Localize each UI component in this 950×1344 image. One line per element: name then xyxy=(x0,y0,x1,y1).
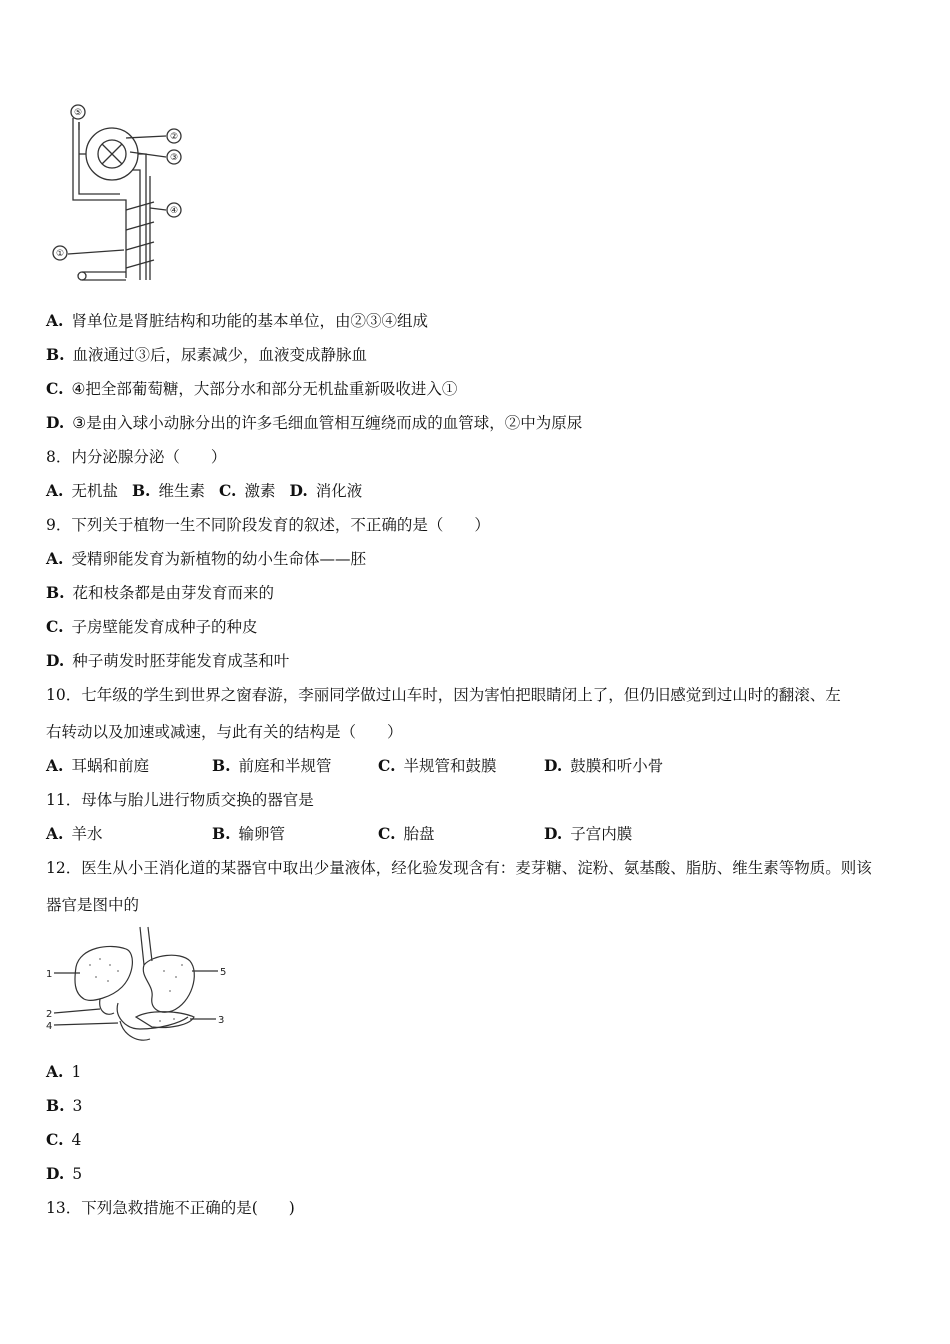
kidney-label-2: ② xyxy=(169,132,179,142)
option-label: D. xyxy=(46,651,65,670)
option-label: B. xyxy=(131,481,151,500)
option-label: D. xyxy=(544,756,563,775)
q10-stem-line-1: 10．七年级的学生到世界之窗春游，李丽同学做过山车时，因为害怕把眼睛闭上了，但仍旧感觉到过山时的翻滚、左 xyxy=(46,686,841,704)
option-text: 羊水 xyxy=(71,825,103,843)
q8-options xyxy=(46,481,376,501)
digest-label-2: 2 xyxy=(46,1009,53,1020)
q12-option-c xyxy=(46,1130,81,1150)
q10-option-d xyxy=(544,756,710,776)
kidney-label-1: ① xyxy=(55,249,65,259)
option-label: D. xyxy=(289,481,308,500)
q11-options xyxy=(46,824,710,844)
option-text: 种子萌发时胚芽能发育成茎和叶 xyxy=(72,652,290,670)
option-text: 消化液 xyxy=(315,482,363,500)
option-text: 无机盐 xyxy=(71,482,118,500)
option-label: B. xyxy=(212,756,231,775)
q12-option-d xyxy=(46,1164,82,1184)
q12-option-a xyxy=(46,1062,81,1082)
option-label: A. xyxy=(46,756,64,775)
option-label: A. xyxy=(46,549,64,568)
q11-option-c xyxy=(378,824,544,844)
option-text: 输卵管 xyxy=(238,825,286,843)
q12-stem-line-1: 12．医生从小王消化道的某器官中取出少量液体，经化验发现含有：麦芽糖、淀粉、氨基酸、脂肪、维生素等物质。则该 xyxy=(46,859,872,877)
kidney-label-3: ③ xyxy=(169,153,179,163)
q9-option-a xyxy=(46,549,366,569)
q10-stem-line-2: 右转动以及加速或减速，与此有关的结构是（ ） xyxy=(46,723,403,741)
option-label: C. xyxy=(46,1130,64,1149)
q8-option-d xyxy=(289,481,362,501)
kidney-label-4: ④ xyxy=(169,206,179,216)
q9-option-c xyxy=(46,617,257,637)
option-text: 胎盘 xyxy=(403,825,435,843)
q7-option-d xyxy=(46,413,582,433)
option-text: 花和枝条都是由芽发育而来的 xyxy=(72,584,275,602)
option-label: C. xyxy=(378,824,396,843)
option-text: 肾单位是肾脏结构和功能的基本单位，由②③④组成 xyxy=(71,312,428,330)
q9-option-b xyxy=(46,583,274,603)
q8-stem: 8．内分泌腺分泌（ ） xyxy=(46,448,227,466)
option-text: 子房壁能发育成种子的种皮 xyxy=(71,618,258,636)
q8-option-c xyxy=(219,481,275,501)
q12-option-b xyxy=(46,1096,82,1116)
option-text: 半规管和鼓膜 xyxy=(403,757,497,775)
digestive-system-diagram xyxy=(40,925,230,1050)
q10-option-b xyxy=(212,756,378,776)
option-label: D. xyxy=(46,1164,65,1183)
option-label: A. xyxy=(46,311,64,330)
q11-option-b xyxy=(212,824,378,844)
option-text: 3 xyxy=(72,1097,83,1115)
q11-stem: 11．母体与胎儿进行物质交换的器官是 xyxy=(46,791,314,809)
option-label: B. xyxy=(46,345,65,364)
q11-option-d xyxy=(544,824,710,844)
nephron-diagram xyxy=(46,100,206,290)
option-text: 血液通过③后，尿素减少，血液变成静脉血 xyxy=(72,346,368,364)
q10-options xyxy=(46,756,710,776)
option-label: D. xyxy=(544,824,563,843)
option-text: ③是由入球小动脉分出的许多毛细血管相互缠绕而成的血管球，②中为原尿 xyxy=(72,414,583,432)
option-label: A. xyxy=(46,824,64,843)
q7-option-a xyxy=(46,311,428,331)
option-label: B. xyxy=(46,583,65,602)
option-text: 前庭和半规管 xyxy=(238,757,332,775)
option-text: 1 xyxy=(71,1063,82,1081)
q7-option-b xyxy=(46,345,367,365)
kidney-label-5: ⑤ xyxy=(73,108,83,118)
option-label: C. xyxy=(218,481,237,500)
digest-label-4: 4 xyxy=(46,1021,53,1032)
option-label: A. xyxy=(46,481,64,500)
option-text: 子宫内膜 xyxy=(570,825,633,843)
option-label: D. xyxy=(46,413,65,432)
option-text: 受精卵能发育为新植物的幼小生命体——胚 xyxy=(71,550,366,568)
q8-option-a xyxy=(46,481,118,501)
digest-label-1: 1 xyxy=(46,969,53,980)
option-text: 鼓膜和听小骨 xyxy=(570,757,664,775)
q13-stem: 13．下列急救措施不正确的是( ) xyxy=(46,1199,295,1217)
digest-label-3: 3 xyxy=(218,1015,225,1026)
q11-option-a xyxy=(46,824,212,844)
digest-label-5: 5 xyxy=(220,967,227,978)
q7-option-c xyxy=(46,379,457,399)
option-text: 5 xyxy=(72,1165,83,1183)
q10-option-c xyxy=(378,756,544,776)
option-text: 维生素 xyxy=(158,482,205,500)
option-text: 耳蜗和前庭 xyxy=(71,757,149,775)
option-label: C. xyxy=(378,756,396,775)
option-text: 激素 xyxy=(244,482,276,500)
option-text: ④把全部葡萄糖，大部分水和部分无机盐重新吸收进入① xyxy=(71,380,458,398)
option-label: B. xyxy=(212,824,231,843)
q12-stem-line-2: 器官是图中的 xyxy=(46,896,140,914)
q10-option-a xyxy=(46,756,212,776)
q8-option-b xyxy=(132,481,205,501)
option-label: C. xyxy=(46,379,64,398)
option-label: C. xyxy=(46,617,64,636)
q9-stem: 9．下列关于植物一生不同阶段发育的叙述，不正确的是（ ） xyxy=(46,516,490,534)
option-label: B. xyxy=(46,1096,65,1115)
option-label: A. xyxy=(46,1062,64,1081)
option-text: 4 xyxy=(71,1131,82,1149)
q9-option-d xyxy=(46,651,289,671)
